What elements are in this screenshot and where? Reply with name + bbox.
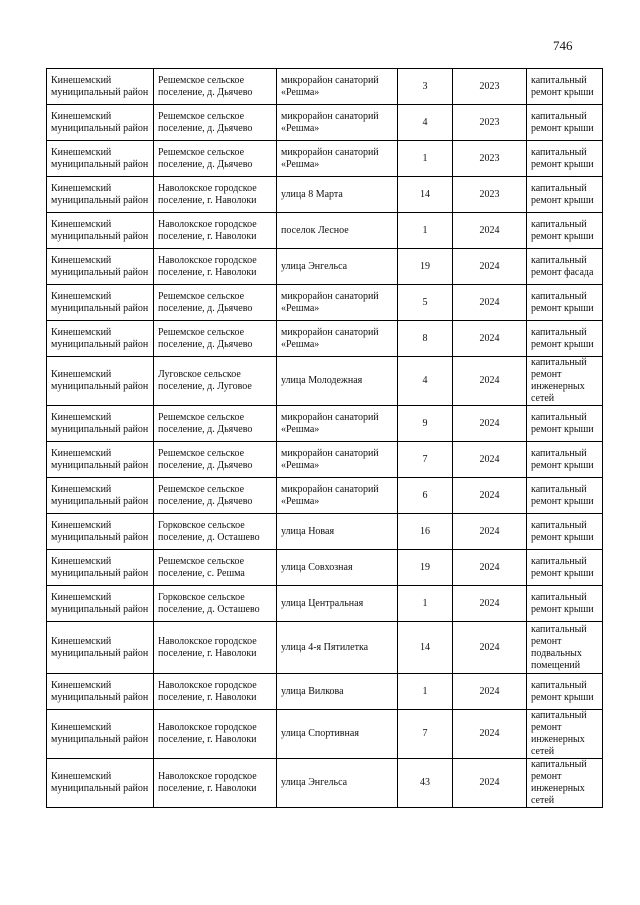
street-cell: микрорайон санаторий «Решма»: [277, 321, 398, 357]
house-number-cell: 19: [398, 550, 453, 586]
house-number-cell: 14: [398, 622, 453, 674]
house-number-cell: 1: [398, 586, 453, 622]
street-cell: улица Энгельса: [277, 759, 398, 808]
settlement-cell: Луговское сельское поселение, д. Луговое: [154, 357, 277, 406]
table-row: [47, 674, 603, 710]
year-cell: 2024: [453, 759, 527, 808]
work-type-cell: капитальный ремонт инженерных сетей: [527, 357, 603, 406]
year-cell: 2024: [453, 321, 527, 357]
table-row: [47, 141, 603, 177]
settlement-cell: Решемское сельское поселение, д. Дьячево: [154, 141, 277, 177]
work-type-cell: капитальный ремонт крыши: [527, 213, 603, 249]
settlement-cell: Решемское сельское поселение, д. Дьячево: [154, 442, 277, 478]
house-number-cell: 14: [398, 177, 453, 213]
table-row: [47, 478, 603, 514]
settlement-cell: Наволокское городское поселение, г. Наволоки: [154, 759, 277, 808]
street-cell: поселок Лесное: [277, 213, 398, 249]
work-type-cell: капитальный ремонт крыши: [527, 674, 603, 710]
district-cell: Кинешемский муниципальный район: [47, 550, 154, 586]
street-cell: улица Вилкова: [277, 674, 398, 710]
table-row: [47, 357, 603, 406]
year-cell: 2023: [453, 177, 527, 213]
work-type-cell: капитальный ремонт фасада: [527, 249, 603, 285]
settlement-cell: Наволокское городское поселение, г. Наволоки: [154, 177, 277, 213]
work-type-cell: капитальный ремонт крыши: [527, 406, 603, 442]
year-cell: 2024: [453, 406, 527, 442]
house-number-cell: 19: [398, 249, 453, 285]
street-cell: микрорайон санаторий «Решма»: [277, 105, 398, 141]
settlement-cell: Наволокское городское поселение, г. Наволоки: [154, 213, 277, 249]
street-cell: улица Новая: [277, 514, 398, 550]
work-type-cell: капитальный ремонт крыши: [527, 69, 603, 105]
street-cell: микрорайон санаторий «Решма»: [277, 141, 398, 177]
work-type-cell: капитальный ремонт крыши: [527, 550, 603, 586]
page-number: 746: [553, 38, 573, 53]
year-cell: 2024: [453, 285, 527, 321]
settlement-cell: Решемское сельское поселение, с. Решма: [154, 550, 277, 586]
district-cell: Кинешемский муниципальный район: [47, 141, 154, 177]
table-row: [47, 285, 603, 321]
house-number-cell: 5: [398, 285, 453, 321]
housing-repair-table: [46, 68, 603, 808]
year-cell: 2024: [453, 249, 527, 285]
work-type-cell: капитальный ремонт крыши: [527, 478, 603, 514]
street-cell: улица Молодежная: [277, 357, 398, 406]
house-number-cell: 43: [398, 759, 453, 808]
year-cell: 2024: [453, 213, 527, 249]
settlement-cell: Наволокское городское поселение, г. Наволоки: [154, 674, 277, 710]
district-cell: Кинешемский муниципальный район: [47, 285, 154, 321]
street-cell: улица Спортивная: [277, 710, 398, 759]
district-cell: Кинешемский муниципальный район: [47, 586, 154, 622]
table-row: [47, 249, 603, 285]
work-type-cell: капитальный ремонт крыши: [527, 514, 603, 550]
year-cell: 2024: [453, 357, 527, 406]
work-type-cell: капитальный ремонт крыши: [527, 177, 603, 213]
table-row: [47, 622, 603, 674]
settlement-cell: Горковское сельское поселение, д. Осташево: [154, 514, 277, 550]
district-cell: Кинешемский муниципальный район: [47, 177, 154, 213]
house-number-cell: 1: [398, 674, 453, 710]
work-type-cell: капитальный ремонт крыши: [527, 442, 603, 478]
year-cell: 2024: [453, 442, 527, 478]
district-cell: Кинешемский муниципальный район: [47, 514, 154, 550]
street-cell: микрорайон санаторий «Решма»: [277, 478, 398, 514]
house-number-cell: 4: [398, 105, 453, 141]
street-cell: улица Совхозная: [277, 550, 398, 586]
table-row: [47, 759, 603, 808]
house-number-cell: 8: [398, 321, 453, 357]
year-cell: 2023: [453, 141, 527, 177]
district-cell: Кинешемский муниципальный район: [47, 478, 154, 514]
house-number-cell: 9: [398, 406, 453, 442]
house-number-cell: 3: [398, 69, 453, 105]
street-cell: микрорайон санаторий «Решма»: [277, 69, 398, 105]
year-cell: 2024: [453, 514, 527, 550]
street-cell: улица Энгельса: [277, 249, 398, 285]
district-cell: Кинешемский муниципальный район: [47, 69, 154, 105]
house-number-cell: 1: [398, 213, 453, 249]
district-cell: Кинешемский муниципальный район: [47, 622, 154, 674]
work-type-cell: капитальный ремонт крыши: [527, 141, 603, 177]
table-row: [47, 586, 603, 622]
settlement-cell: Решемское сельское поселение, д. Дьячево: [154, 406, 277, 442]
district-cell: Кинешемский муниципальный район: [47, 674, 154, 710]
table-row: [47, 213, 603, 249]
house-number-cell: 6: [398, 478, 453, 514]
street-cell: улица 4-я Пятилетка: [277, 622, 398, 674]
district-cell: Кинешемский муниципальный район: [47, 406, 154, 442]
year-cell: 2024: [453, 586, 527, 622]
year-cell: 2024: [453, 710, 527, 759]
district-cell: Кинешемский муниципальный район: [47, 213, 154, 249]
work-type-cell: капитальный ремонт инженерных сетей: [527, 759, 603, 808]
street-cell: микрорайон санаторий «Решма»: [277, 406, 398, 442]
settlement-cell: Решемское сельское поселение, д. Дьячево: [154, 285, 277, 321]
street-cell: улица Центральная: [277, 586, 398, 622]
settlement-cell: Горковское сельское поселение, д. Осташево: [154, 586, 277, 622]
work-type-cell: капитальный ремонт подвальных помещений: [527, 622, 603, 674]
work-type-cell: капитальный ремонт крыши: [527, 285, 603, 321]
table-row: [47, 710, 603, 759]
district-cell: Кинешемский муниципальный район: [47, 442, 154, 478]
district-cell: Кинешемский муниципальный район: [47, 249, 154, 285]
district-cell: Кинешемский муниципальный район: [47, 105, 154, 141]
settlement-cell: Наволокское городское поселение, г. Наволоки: [154, 710, 277, 759]
settlement-cell: Решемское сельское поселение, д. Дьячево: [154, 478, 277, 514]
house-number-cell: 7: [398, 442, 453, 478]
year-cell: 2023: [453, 69, 527, 105]
house-number-cell: 4: [398, 357, 453, 406]
district-cell: Кинешемский муниципальный район: [47, 759, 154, 808]
district-cell: Кинешемский муниципальный район: [47, 710, 154, 759]
house-number-cell: 16: [398, 514, 453, 550]
district-cell: Кинешемский муниципальный район: [47, 321, 154, 357]
house-number-cell: 7: [398, 710, 453, 759]
table-row: [47, 442, 603, 478]
year-cell: 2023: [453, 105, 527, 141]
year-cell: 2024: [453, 550, 527, 586]
year-cell: 2024: [453, 478, 527, 514]
table-row: [47, 105, 603, 141]
year-cell: 2024: [453, 674, 527, 710]
settlement-cell: Наволокское городское поселение, г. Наволоки: [154, 622, 277, 674]
settlement-cell: Решемское сельское поселение, д. Дьячево: [154, 105, 277, 141]
house-number-cell: 1: [398, 141, 453, 177]
settlement-cell: Решемское сельское поселение, д. Дьячево: [154, 69, 277, 105]
table-row: [47, 177, 603, 213]
street-cell: микрорайон санаторий «Решма»: [277, 285, 398, 321]
street-cell: улица 8 Марта: [277, 177, 398, 213]
year-cell: 2024: [453, 622, 527, 674]
work-type-cell: капитальный ремонт крыши: [527, 321, 603, 357]
district-cell: Кинешемский муниципальный район: [47, 357, 154, 406]
table-row: [47, 69, 603, 105]
table-row: [47, 406, 603, 442]
work-type-cell: капитальный ремонт крыши: [527, 586, 603, 622]
work-type-cell: капитальный ремонт крыши: [527, 105, 603, 141]
street-cell: микрорайон санаторий «Решма»: [277, 442, 398, 478]
table-row: [47, 514, 603, 550]
work-type-cell: капитальный ремонт инженерных сетей: [527, 710, 603, 759]
table-row: [47, 550, 603, 586]
settlement-cell: Решемское сельское поселение, д. Дьячево: [154, 321, 277, 357]
settlement-cell: Наволокское городское поселение, г. Наволоки: [154, 249, 277, 285]
table-row: [47, 321, 603, 357]
